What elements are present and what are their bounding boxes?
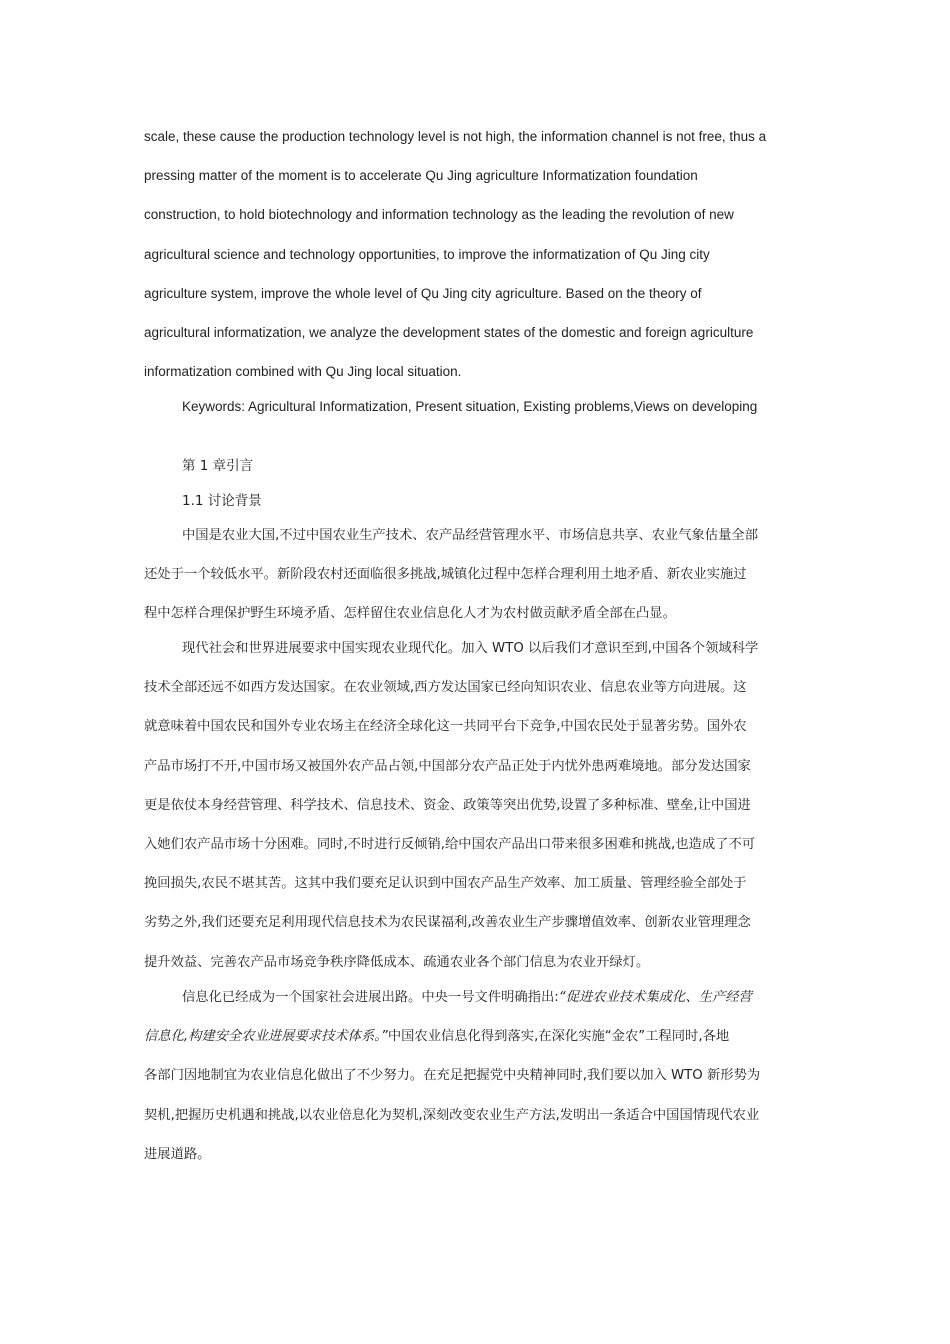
paragraph-line: 中国是农业大国,不过中国农业生产技术、农产品经营管理水平、市场信息共享、农业气象估量全部 <box>182 528 758 543</box>
abstract-line: agriculture system, improve the whole level of Qu Jing city agriculture. Based on the theory of <box>144 285 702 301</box>
quoted-text: 信息化,构建安全农业进展要求技术体系。” <box>144 1029 388 1045</box>
paragraph-line: 进展道路。 <box>144 1146 211 1162</box>
abstract-line: scale, these cause the production technology level is not high, the information channel is not free, thus a <box>144 129 767 144</box>
paragraph-line: 劣势之外,我们还要充足利用现代信息技术为农民谋福利,改善农业生产步骤增值效率、创新农业管理理念 <box>144 915 751 931</box>
paragraph-2 <box>144 636 808 989</box>
paragraph-line: 产品市场打不开,中国市场又被国外农产品占领,中国部分农产品正处于内忧外患两难境地。部分发达国家 <box>144 758 751 774</box>
abstract-line: informatization combined with Qu Jing local situation. <box>144 364 462 380</box>
paragraph-3 <box>144 985 808 1181</box>
paragraph-line: 提升效益、完善农产品市场竞争秩序降低成本、疏通农业各个部门信息为农业开绿灯。 <box>144 954 650 970</box>
paragraph-line: 现代社会和世界进展要求中国实现农业现代化。加入 WTO 以后我们才意识至到,中国各个领域科学 <box>182 641 759 656</box>
paragraph-line: 入她们农产品市场十分困难。同时,不时进行反倾销,给中国农产品出口带来很多困难和挑战,也造成了不可 <box>144 836 756 852</box>
abstract-line: agricultural science and technology opportunities, to improve the informatization of Qu Jing city <box>144 246 710 262</box>
paragraph-line <box>144 985 808 1024</box>
paragraph-1 <box>144 523 808 641</box>
abstract-line: pressing matter of the moment is to accelerate Qu Jing agriculture Informatization foundation <box>144 168 698 184</box>
paragraph-text: 信息化已经成为一个国家社会进展出路。中央一号文件明确指出: <box>182 990 559 1005</box>
paragraph-line: 技术全部还远不如西方发达国家。在农业领域,西方发达国家已经向知识农业、信息农业等方向进展。这 <box>144 680 747 696</box>
paragraph-line: 各部门因地制宜为农业信息化做出了不少努力。在充足把握党中央精神同时,我们要以加入 WTO 新形势为 <box>144 1068 761 1084</box>
paragraph-line: 就意味着中国农民和国外专业农场主在经济全球化这一共同平台下竞争,中国农民处于显著劣势。国外农 <box>144 719 747 735</box>
quoted-text: “促进农业技术集成化、生产经营 <box>558 990 752 1005</box>
paragraph-line <box>144 1024 808 1063</box>
paragraph-line: 契机,把握历史机遇和挑战,以农业倍息化为契机,深刻改变农业生产方法,发明出一条适合中国国情现代农业 <box>144 1107 760 1123</box>
abstract-english <box>144 124 816 398</box>
keywords: Keywords: Agricultural Informatization, Present situation, Existing problems,Views on developing <box>182 399 758 414</box>
paragraph-line: 还处于一个较低水平。新阶段农村还面临很多挑战,城镇化过程中怎样合理利用土地矛盾、新农业实施过 <box>144 567 747 583</box>
paragraph-text: 中国农业信息化得到落实,在深化实施“金农”工程同时,各地 <box>387 1029 730 1045</box>
paragraph-line: 程中怎样合理保护野生环境矛盾、怎样留住农业信息化人才为农村做贡献矛盾全部在凸显。 <box>144 606 676 622</box>
paragraph-line: 更是依仗本身经营管理、科学技术、信息技术、资金、政策等突出优势,设置了多种标准、壁垒,让中国进 <box>144 797 751 813</box>
section-title: 1.1 讨论背景 <box>182 493 262 509</box>
paragraph-line: 挽回损失,农民不堪其苦。这其中我们要充足认识到中国农产品生产效率、加工质量、管理经验全部处于 <box>144 876 747 892</box>
abstract-line: agricultural informatization, we analyze the development states of the domestic and foreign agriculture <box>144 324 754 340</box>
abstract-line: construction, to hold biotechnology and information technology as the leading the revolution of new <box>144 207 734 223</box>
chapter-title: 第 1 章引言 <box>182 458 254 474</box>
